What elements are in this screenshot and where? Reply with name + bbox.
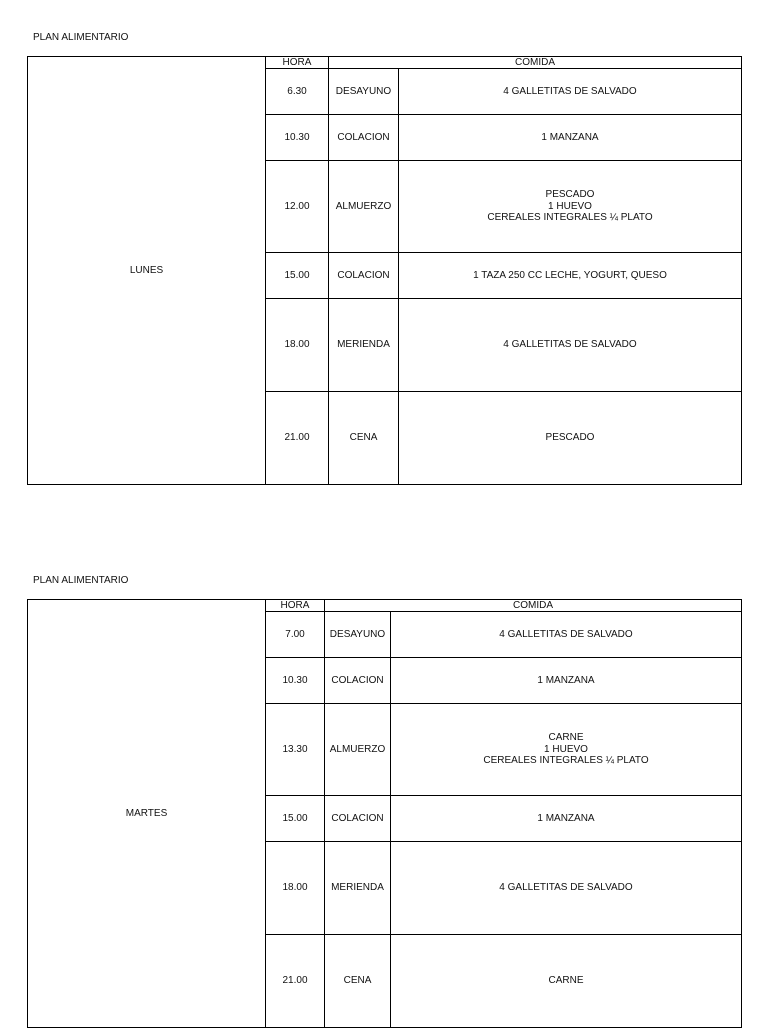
plan-title: PLAN ALIMENTARIO bbox=[33, 575, 129, 586]
meal-type-cell: COLACION bbox=[325, 658, 391, 704]
day-cell: LUNES bbox=[28, 57, 266, 485]
comida-line: CARNE bbox=[548, 975, 584, 987]
table-header-row bbox=[28, 57, 742, 69]
comida-line: 1 HUEVO bbox=[544, 743, 588, 755]
comida-line: 4 GALLETITAS DE SALVADO bbox=[499, 882, 633, 894]
comida-cell bbox=[391, 935, 742, 1028]
meal-type-cell: COLACION bbox=[325, 796, 391, 842]
comida-header: COMIDA bbox=[329, 57, 742, 69]
comida-header: COMIDA bbox=[325, 600, 742, 612]
comida-line: 1 TAZA 250 CC LECHE, YOGURT, QUESO bbox=[473, 269, 667, 281]
comida-line: 1 HUEVO bbox=[548, 200, 592, 212]
comida-line: 4 GALLETITAS DE SALVADO bbox=[503, 85, 637, 97]
comida-cell bbox=[399, 253, 742, 299]
comida-cell bbox=[391, 796, 742, 842]
comida-cell bbox=[399, 115, 742, 161]
hora-cell: 21.00 bbox=[266, 392, 329, 485]
hora-cell: 12.00 bbox=[266, 161, 329, 253]
comida-cell bbox=[399, 392, 742, 485]
comida-line: 1 MANZANA bbox=[537, 812, 595, 824]
comida-cell bbox=[391, 704, 742, 796]
comida-line: PESCADO bbox=[545, 432, 595, 444]
hora-cell: 13.30 bbox=[266, 704, 325, 796]
comida-cell bbox=[391, 612, 742, 658]
hora-cell: 21.00 bbox=[266, 935, 325, 1028]
comida-line: CEREALES INTEGRALES ¼ PLATO bbox=[487, 212, 653, 224]
meal-type-cell: MERIENDA bbox=[329, 299, 399, 392]
hora-cell: 10.30 bbox=[266, 658, 325, 704]
meal-type-cell: MERIENDA bbox=[325, 842, 391, 935]
meal-type-cell: CENA bbox=[325, 935, 391, 1028]
hora-cell: 15.00 bbox=[266, 796, 325, 842]
hora-cell: 10.30 bbox=[266, 115, 329, 161]
comida-line: 1 MANZANA bbox=[537, 674, 595, 686]
meal-type-cell: DESAYUNO bbox=[329, 69, 399, 115]
hora-cell: 7.00 bbox=[266, 612, 325, 658]
hora-header: HORA bbox=[266, 600, 325, 612]
comida-line: 4 GALLETITAS DE SALVADO bbox=[503, 339, 637, 351]
hora-cell: 15.00 bbox=[266, 253, 329, 299]
comida-cell bbox=[391, 658, 742, 704]
comida-line: CARNE bbox=[548, 732, 584, 744]
comida-cell bbox=[391, 842, 742, 935]
comida-cell bbox=[399, 161, 742, 253]
plan-table-lunes bbox=[27, 56, 742, 485]
meal-type-cell: ALMUERZO bbox=[325, 704, 391, 796]
comida-line: 4 GALLETITAS DE SALVADO bbox=[499, 628, 633, 640]
comida-line: 1 MANZANA bbox=[541, 131, 599, 143]
comida-line: PESCADO bbox=[545, 189, 595, 201]
meal-type-cell: ALMUERZO bbox=[329, 161, 399, 253]
meal-type-cell: COLACION bbox=[329, 115, 399, 161]
hora-cell: 18.00 bbox=[266, 842, 325, 935]
table-header-row bbox=[28, 600, 742, 612]
day-cell: MARTES bbox=[28, 600, 266, 1028]
plan-table-martes bbox=[27, 599, 742, 1028]
comida-cell bbox=[399, 299, 742, 392]
hora-cell: 6.30 bbox=[266, 69, 329, 115]
hora-header: HORA bbox=[266, 57, 329, 69]
meal-type-cell: DESAYUNO bbox=[325, 612, 391, 658]
plan-title: PLAN ALIMENTARIO bbox=[33, 32, 129, 43]
meal-type-cell: CENA bbox=[329, 392, 399, 485]
hora-cell: 18.00 bbox=[266, 299, 329, 392]
meal-type-cell: COLACION bbox=[329, 253, 399, 299]
comida-cell bbox=[399, 69, 742, 115]
comida-line: CEREALES INTEGRALES ¼ PLATO bbox=[483, 755, 649, 767]
